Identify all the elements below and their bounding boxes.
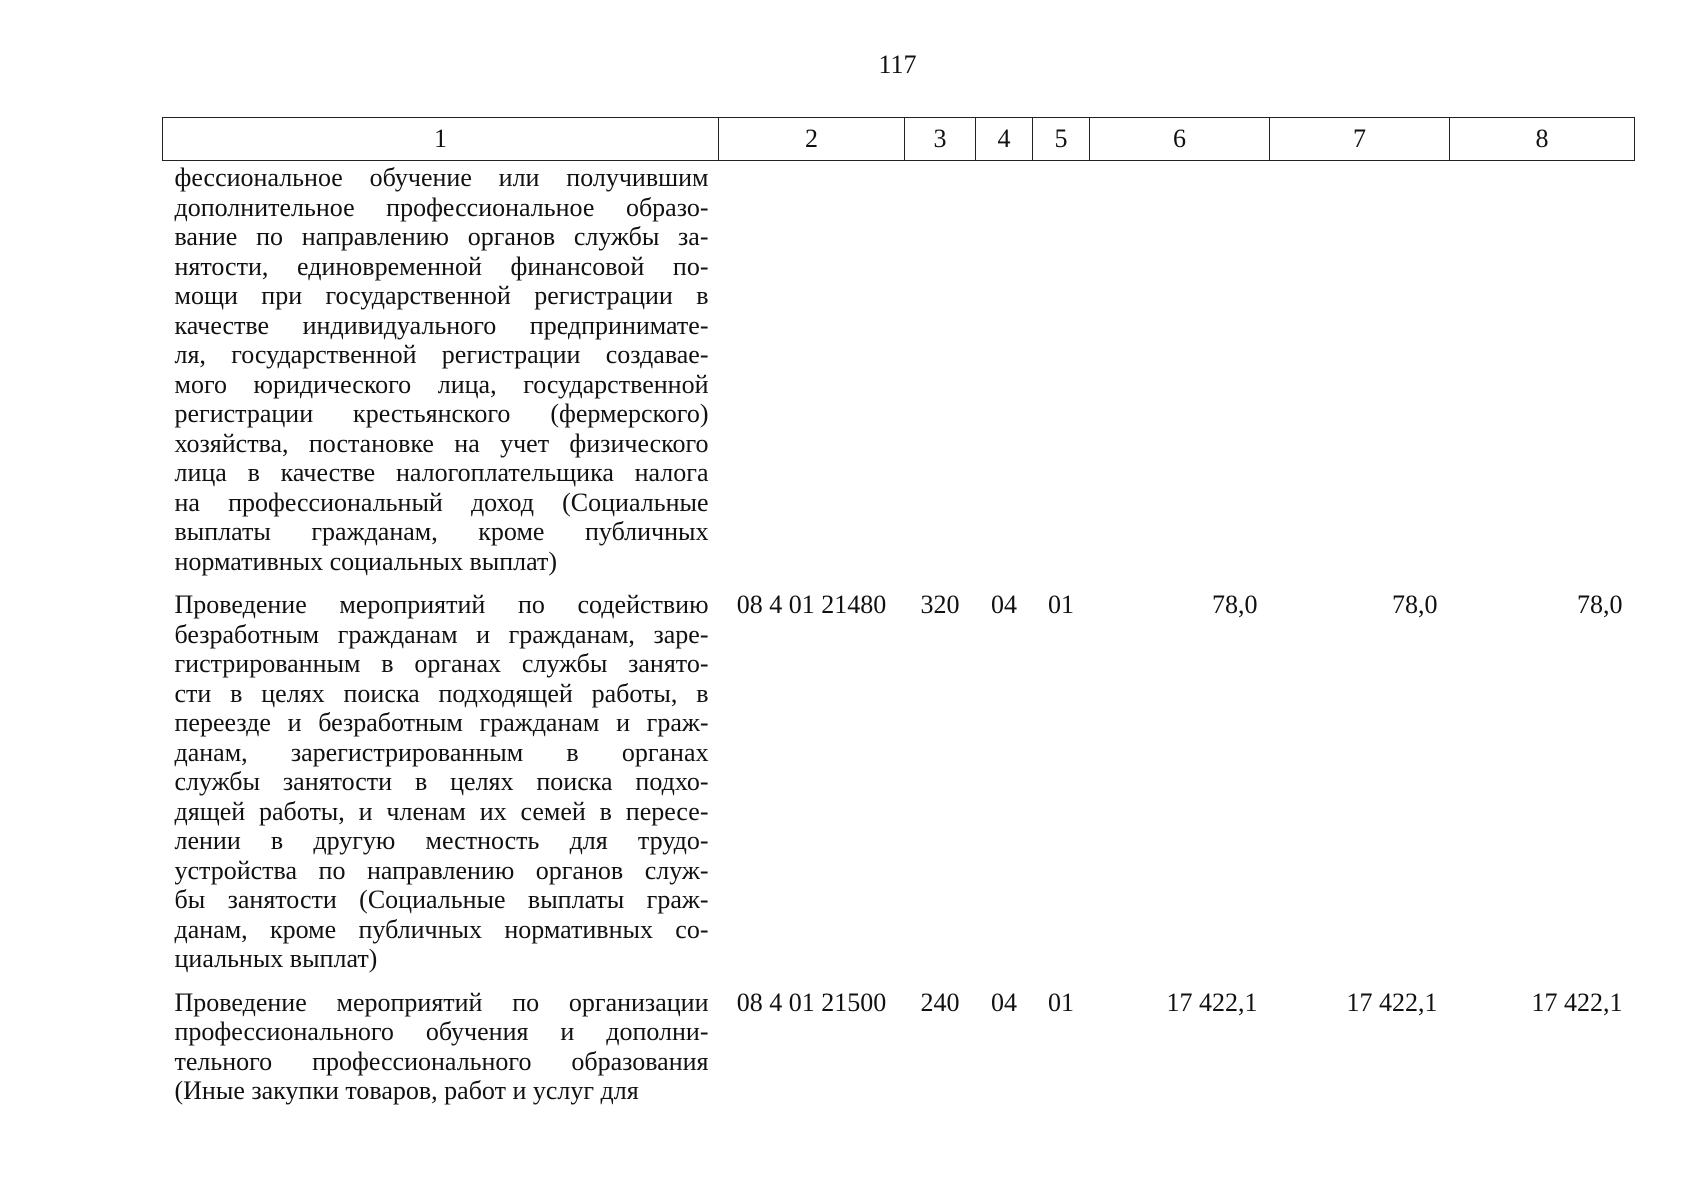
column-header-3: 3 [905, 118, 976, 161]
description-line: бы занятости (Социальные выплаты граж- [174, 885, 709, 914]
description-line: гистрированным в органах службы занято- [174, 649, 709, 678]
table-row [163, 588, 1635, 986]
amount-year-3: 17 422,1 [1531, 987, 1623, 1017]
description-line: дящей работы, и членам их семей в пересе- [174, 796, 709, 826]
description-line: данам, кроме публичных нормативных со- [174, 914, 709, 944]
target-article-code: 08 4 01 21500 [736, 987, 887, 1017]
description-line: (Иные закупки товаров, работ и услуг для [174, 1076, 639, 1105]
column-header-6: 6 [1090, 118, 1270, 161]
description-line: службы занятости в целях поиска подхо- [174, 767, 709, 796]
description-line: лении в другую местность для трудо- [174, 826, 709, 855]
subsection-code [1033, 161, 1090, 589]
description-line: нормативных социальных выплат) [174, 546, 557, 576]
description-line: вание по направлению органов службы за- [174, 222, 709, 251]
description-line: ля, государственной регистрации создавае- [174, 340, 709, 369]
description-line: мощи при государственной регистрации в [174, 281, 709, 310]
column-header-5: 5 [1033, 118, 1090, 161]
description-line: Проведение мероприятий по содействию [174, 590, 709, 619]
expense-type-code [905, 161, 976, 589]
amount-year-2 [1270, 161, 1450, 589]
column-header-8: 8 [1450, 118, 1635, 161]
subsection-code: 01 [1048, 987, 1074, 1017]
section-code [976, 161, 1033, 589]
description-line: сти в целях поиска подходящей работы, в [174, 678, 709, 708]
column-header-4: 4 [976, 118, 1033, 161]
description-line: лица в качестве налогоплательщика налога [174, 458, 709, 487]
amount-year-3 [1450, 161, 1635, 589]
description-line: безработным гражданам и гражданам, заре- [174, 619, 709, 649]
column-header-1: 1 [163, 118, 719, 161]
expense-type-code: 320 [920, 590, 960, 619]
table-row [163, 986, 1635, 1118]
table-row [163, 161, 1635, 589]
section-code: 04 [991, 590, 1017, 619]
column-header-7: 7 [1270, 118, 1450, 161]
target-article-code [719, 161, 905, 589]
page-number: 117 [878, 50, 917, 79]
description-line: выплаты гражданам, кроме публичных [174, 517, 709, 546]
description-line: на профессиональный доход (Социальные [174, 487, 709, 517]
expense-type-code: 240 [920, 987, 960, 1017]
target-article-code: 08 4 01 21480 [736, 590, 887, 619]
row-description [163, 161, 719, 589]
description-line: фессиональное обучение или получившим [174, 163, 709, 192]
budget-table [162, 117, 1635, 1118]
amount-year-1: 78,0 [1212, 590, 1258, 619]
amount-year-2: 78,0 [1392, 590, 1438, 619]
description-line: хозяйства, постановке на учет физического [174, 428, 709, 458]
row-description [163, 588, 719, 986]
description-line: профессионального обучения и дополни- [174, 1017, 709, 1046]
description-line: тельного профессионального образования [174, 1046, 709, 1076]
column-header-2: 2 [719, 118, 905, 161]
subsection-code: 01 [1048, 590, 1074, 619]
description-line: Проведение мероприятий по организации [174, 987, 709, 1017]
description-line: данам, зарегистрированным в органах [174, 737, 709, 767]
amount-year-2: 17 422,1 [1346, 987, 1438, 1017]
description-line: переезде и безработным гражданам и граж- [174, 708, 709, 737]
description-line: регистрации крестьянского (фермерского) [174, 399, 709, 428]
column-number-header [163, 118, 1635, 161]
description-line: устройства по направлению органов служ- [174, 855, 709, 885]
description-line: мого юридического лица, государственной [174, 369, 709, 399]
description-line: дополнительное профессиональное образо- [174, 192, 709, 222]
amount-year-1: 17 422,1 [1166, 987, 1258, 1017]
description-line: циальных выплат) [174, 944, 378, 973]
section-code: 04 [991, 987, 1017, 1017]
description-line: нятости, единовременной финансовой по- [174, 251, 709, 281]
amount-year-1 [1090, 161, 1270, 589]
row-description [163, 986, 719, 1118]
amount-year-3: 78,0 [1577, 590, 1623, 619]
description-line: качестве индивидуального предпринимате- [174, 310, 709, 340]
